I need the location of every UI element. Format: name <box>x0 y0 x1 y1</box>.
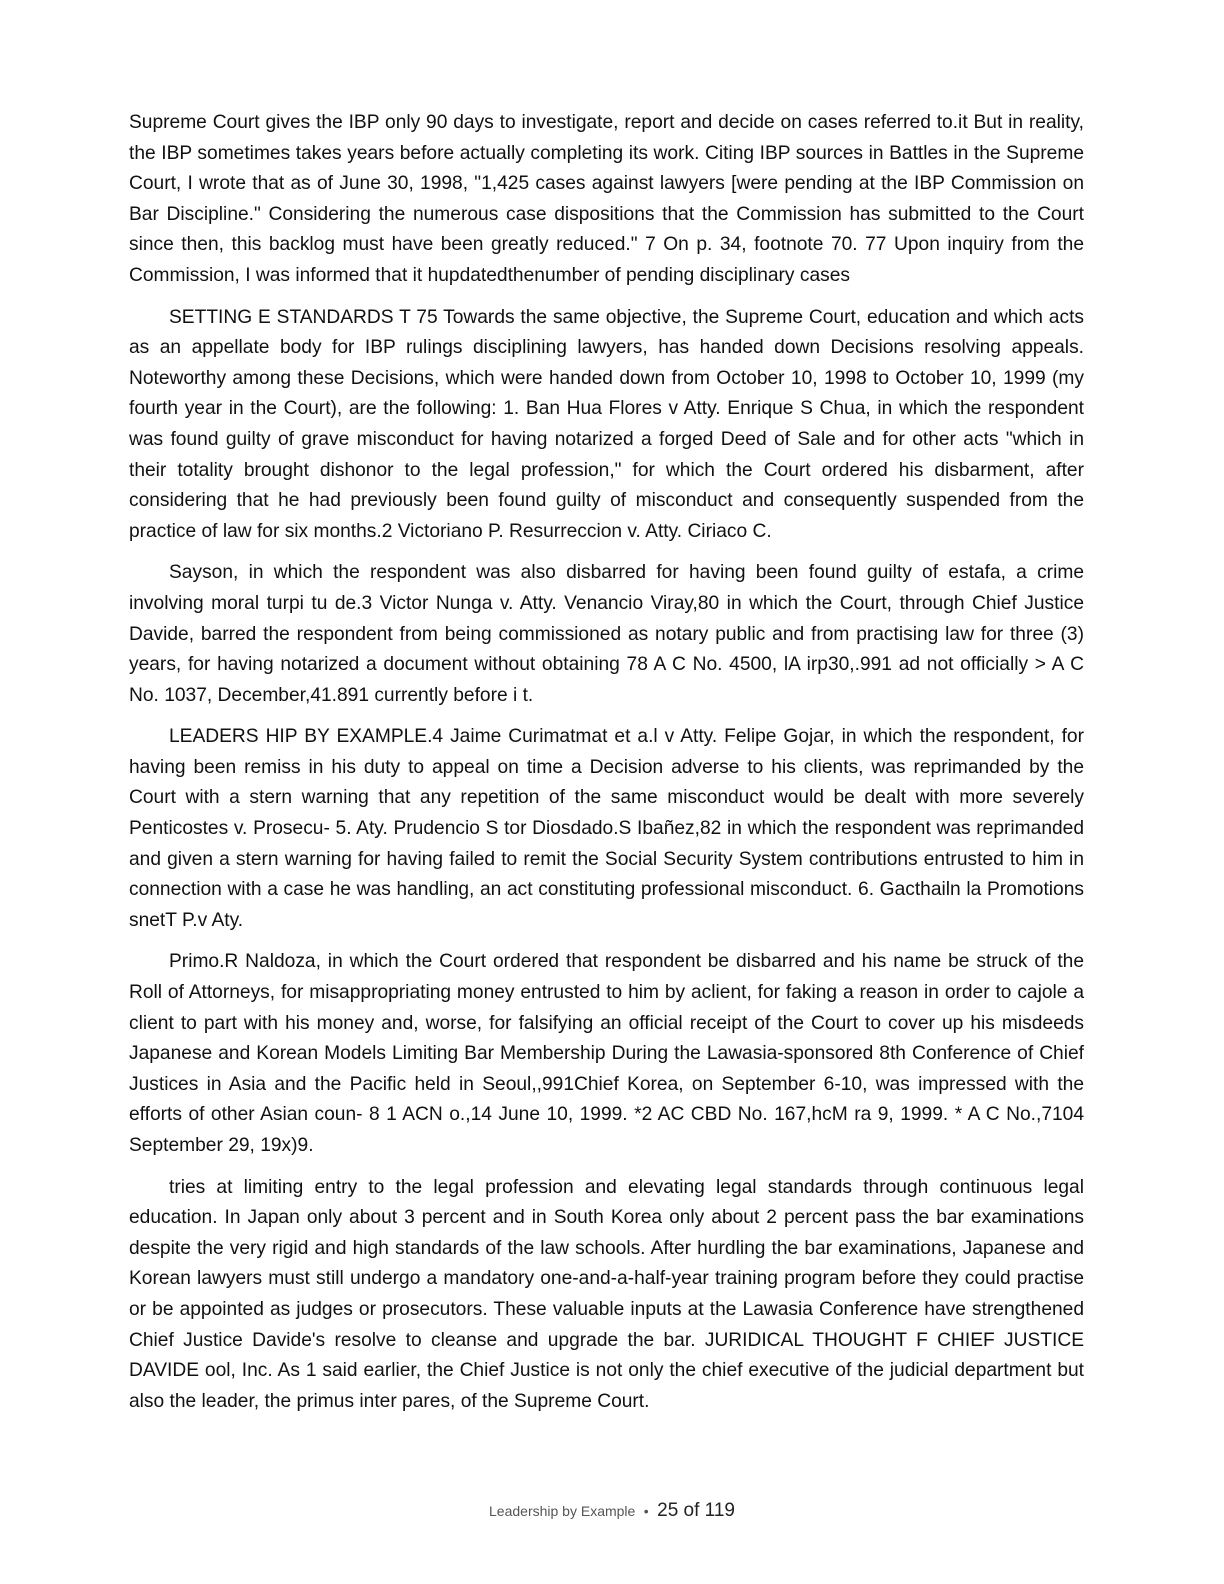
paragraph-3: Sayson, in which the respondent was also disbarred for having been found guilty of estafa, a crime involving moral turpi tu de.3 Victor Nunga v. Atty. Venancio Viray,80 in which the Court, through Chief Justice Davide, barred the respondent from being commissioned as notary public and from practising law for three (3) years, for having notarized a document without obtaining 78 A C No. 4500, lA irp30,.991 ad not officially > A C No. 1037, December,41.891 currently before i t. <box>129 562 1084 706</box>
footer-separator: • <box>643 1503 649 1519</box>
paragraph-5: Primo.R Naldoza, in which the Court ordered that respondent be disbarred and his name be struck of the Roll of Attorneys, for misappropriating money entrusted to him by aclient, for faking a reason in order to cajole a client to part with his money and, worse, for falsifying an official receipt of the Court to cover up his misdeeds Japanese and Korean Models Limiting Bar Membership During the Lawasia-sponsored 8th Conference of Chief Justices in Asia and the Pacific held in Seoul,,991Chief Korea, on September 6-10, was impressed with the efforts of other Asian coun- 8 1 ACN o.,14 June 10, 1999. *2 AC CBD No. 167,hcM ra 9, 1999. * A C No.,7104 September 29, 19x)9. <box>129 951 1084 1156</box>
paragraph-2: SETTING E STANDARDS T 75 Towards the same objective, the Supreme Court, education and which acts as an appellate body for IBP rulings disciplining lawyers, has handed down Decisions resolving appeals. Noteworthy among these Decisions, which were handed down from October 10, 1998 to October 10, 1999 (my fourth year in the Court), are the following: 1. Ban Hua Flores v Atty. Enrique S Chua, in which the respondent was found guilty of grave misconduct for having notarized a forged Deed of Sale and for other acts "which in their totality brought dishonor to the legal profession," for which the Court ordered his disbarment, after considering that he had previously been found guilty of misconduct and consequently suspended from the practice of law for six months.2 Victoriano P. Resurreccion v. Atty. Ciriaco C. <box>129 306 1084 542</box>
page-number: 25 of 119 <box>657 1500 735 1521</box>
page-footer <box>0 1500 1224 1522</box>
footer-title: Leadership by Example <box>489 1503 636 1519</box>
paragraph-1: Supreme Court gives the IBP only 90 days to investigate, report and decide on cases referred to.it But in reality, the IBP sometimes takes years before actually completing its work. Citing IBP sources in Battles in the Supreme Court, I wrote that as of June 30, 1998, "1,425 cases against lawyers [were pending at the IBP Commission on Bar Discipline." Considering the numerous case dispositions that the Commission has submitted to the Court since then, this backlog must have been greatly reduced." 7 On p. 34, footnote 70. 77 Upon inquiry from the Commission, I was informed that it hupdatedthenumber of pending disciplinary cases <box>129 112 1084 286</box>
document-body <box>129 108 1084 1428</box>
paragraph-6: tries at limiting entry to the legal profession and elevating legal standards through continuous legal education. In Japan only about 3 percent and in South Korea only about 2 percent pass the bar examinations despite the very rigid and high standards of the law schools. After hurdling the bar examinations, Japanese and Korean lawyers must still undergo a mandatory one-and-a-half-year training program before they could practise or be appointed as judges or prosecutors. These valuable inputs at the Lawasia Conference have strengthened Chief Justice Davide's resolve to cleanse and upgrade the bar. JURIDICAL THOUGHT F CHIEF JUSTICE DAVIDE ool, Inc. As 1 said earlier, the Chief Justice is not only the chief executive of the judicial department but also the leader, the primus inter pares, of the Supreme Court. <box>129 1176 1084 1412</box>
paragraph-4: LEADERS HIP BY EXAMPLE.4 Jaime Curimatmat et a.l v Atty. Felipe Gojar, in which the respondent, for having been remiss in his duty to appeal on time a Decision adverse to his clients, was reprimanded by the Court with a stern warning that any repetition of the same misconduct would be dealt with more severely Penticostes v. Prosecu- 5. Aty. Prudencio S tor Diosdado.S Ibañez,82 in which the respondent was reprimanded and given a stern warning for having failed to remit the Social Security System contributions entrusted to him in connection with a case he was handling, an act constituting professional misconduct. 6. Gacthailn la Promotions snetT P.v Aty. <box>129 726 1084 931</box>
